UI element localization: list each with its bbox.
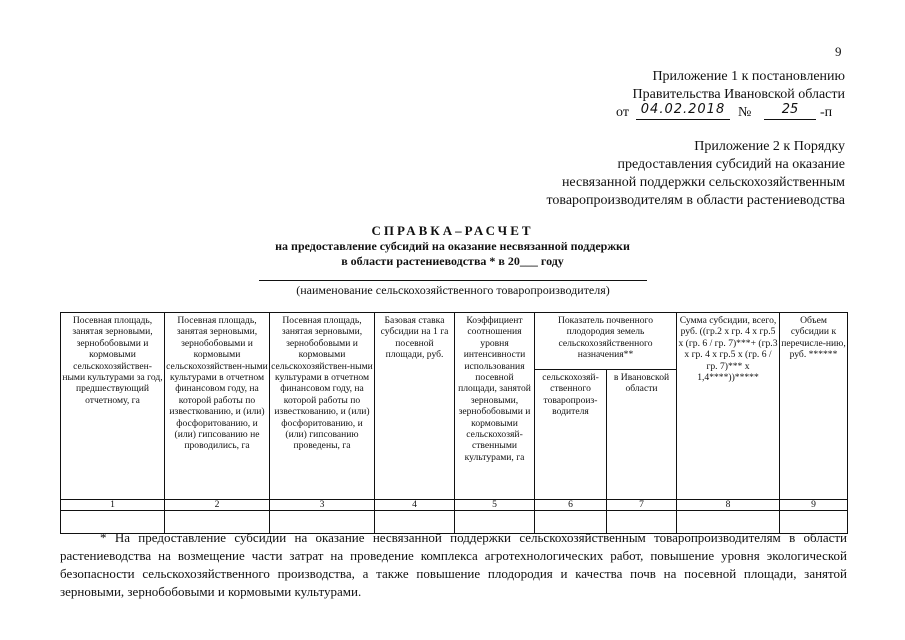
- appendix-2-line-3: несвязанной поддержки сельскохозяйственным: [561, 175, 845, 190]
- header-col-4: Базовая ставка субсидии на 1 га посевной площади, руб.: [375, 313, 455, 500]
- column-number: 1: [61, 500, 165, 511]
- producer-name-caption: (наименование сельскохозяйственного товаропроизводителя): [296, 283, 610, 297]
- calculation-table: [60, 312, 848, 534]
- handwritten-date: 04.02.2018: [636, 101, 730, 120]
- appendix-2-line-1: Приложение 2 к Порядку: [694, 139, 845, 154]
- column-number: 4: [375, 500, 455, 511]
- header-col-6: сельскохозяй-ственного товаропроиз-водителя: [535, 369, 607, 499]
- header-col-8: Сумма субсидии, всего, руб. ((гр.2 х гр. 4 х гр.5 х (гр. 6 / гр. 7)***+ (гр.3 х гр. 4 х гр.5 х (гр. 6 / гр. 7)*** х 1,4****))*****: [677, 313, 780, 500]
- appendix-2-line-2: предоставления субсидий на оказание: [617, 157, 845, 172]
- page-number: 9: [835, 44, 842, 59]
- column-number: 5: [455, 500, 535, 511]
- footnote: * На предоставление субсидии на оказание несвязанной поддержки сельскохозяйственным товаропроизводителям в области растениеводства на возмещение части затрат на проведение комплекса агротехнологических работ, повышение уровня экологической безопасности сельскохозяйственного производства, а также повышение плодородия и качества почв на посевной площади, занятой зерновыми, зернобобовыми и кормовыми культурами.: [60, 530, 847, 599]
- document-subtitle-1: на предоставление субсидий на оказание несвязанной поддержки: [275, 239, 630, 253]
- column-number: 3: [270, 500, 375, 511]
- header-col-5: Коэффициент соотношения уровня интенсивности использования посевной площади, занятой зерновыми, зернобобовыми и кормовыми сельскохозяй-ственными культурами, га: [455, 313, 535, 500]
- handwritten-number: 25: [764, 101, 816, 120]
- header-col-6-7-group: Показатель почвенного плодородия земель сельскохозяйственного назначения**: [535, 313, 677, 370]
- appendix-1-line-2: Правительства Ивановской области: [632, 87, 845, 102]
- header-col-3: Посевная площадь, занятая зерновыми, зернобобовыми и кормовыми сельскохозяйствен-ными культурами в отчетном финансовом году, на которой работы по известкованию, и (или) фосфоритованию, и (или) гипсованию проведены, га: [270, 313, 375, 500]
- appendix-1-block: [560, 68, 845, 122]
- column-number: 6: [535, 500, 607, 511]
- from-label: от: [616, 105, 629, 120]
- number-suffix: -п: [820, 105, 833, 120]
- header-col-9: Объем субсидии к перечисле-нию, руб. ******: [780, 313, 848, 500]
- appendix-1-date-line: [560, 104, 845, 122]
- column-number: 7: [607, 500, 677, 511]
- header-col-2: Посевная площадь, занятая зерновыми, зернобобовыми и кормовыми сельскохозяйствен-ными культурами в отчетном финансовом году, на которой работы по известкованию, и (или) фосфоритованию, и (или) гипсованию не проводились, га: [165, 313, 270, 500]
- producer-name-line: [259, 280, 647, 281]
- appendix-2-line-4: товаропроизводителям в области растениеводства: [546, 193, 845, 208]
- appendix-1-line-1: Приложение 1 к постановлению: [652, 69, 845, 84]
- header-col-7: в Ивановской области: [607, 369, 677, 499]
- document-title: СПРАВКА–РАСЧЕТ: [371, 223, 534, 238]
- column-number: 8: [677, 500, 780, 511]
- header-col-1: Посевная площадь, занятая зерновыми, зернобобовыми и кормовыми сельскохозяйствен-ными культурами за год, предшествующий отчетному, га: [61, 313, 165, 500]
- column-number: 2: [165, 500, 270, 511]
- column-number: 9: [780, 500, 848, 511]
- appendix-2-block: [430, 138, 845, 210]
- document-subtitle-2: в области растениеводства * в 20___ году: [341, 254, 564, 268]
- number-label: №: [738, 105, 752, 120]
